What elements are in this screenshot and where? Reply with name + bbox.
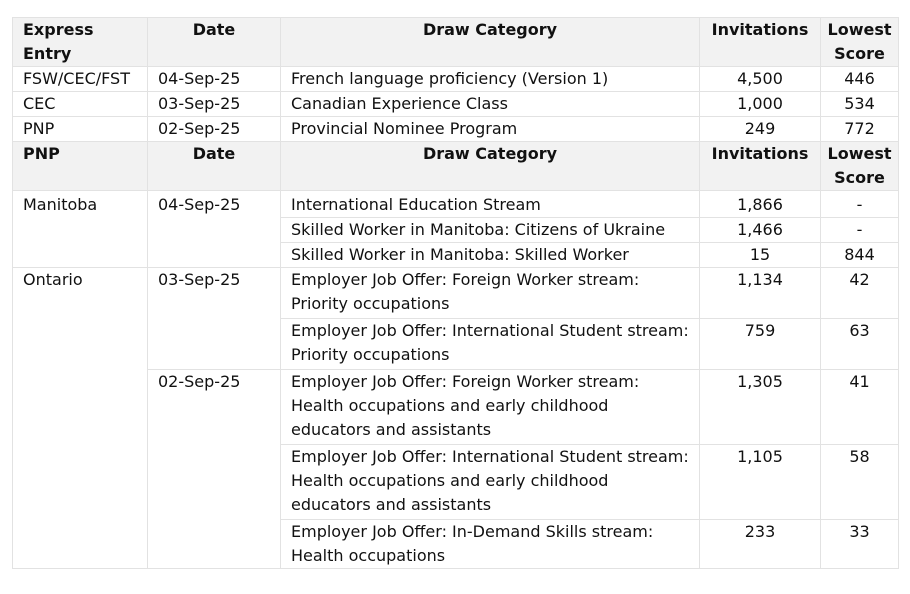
lowest-score-cell: 534	[821, 92, 899, 117]
date-cell: 02-Sep-25	[148, 370, 281, 569]
invitations-cell: 1,134	[700, 268, 821, 319]
program-cell: FSW/CEC/FST	[13, 67, 148, 92]
invitations-cell: 249	[700, 117, 821, 142]
lowest-score-cell: -	[821, 191, 899, 218]
header-pnp: PNP	[13, 142, 148, 191]
pnp-header-row	[13, 142, 899, 191]
invitations-cell: 1,466	[700, 218, 821, 243]
header-invitations: Invitations	[700, 18, 821, 67]
header-invitations: Invitations	[700, 142, 821, 191]
draws-table-container	[12, 17, 898, 569]
date-cell: 03-Sep-25	[148, 268, 281, 370]
date-cell: 03-Sep-25	[148, 92, 281, 117]
header-lowest-score: Lowest Score	[821, 18, 899, 67]
table-row	[13, 117, 899, 142]
lowest-score-cell: 58	[821, 445, 899, 520]
date-cell: 02-Sep-25	[148, 117, 281, 142]
express-entry-header-row	[13, 18, 899, 67]
invitations-cell: 4,500	[700, 67, 821, 92]
invitations-cell: 759	[700, 319, 821, 370]
header-date: Date	[148, 142, 281, 191]
date-cell: 04-Sep-25	[148, 67, 281, 92]
lowest-score-cell: 33	[821, 520, 899, 569]
header-date: Date	[148, 18, 281, 67]
category-cell: Provincial Nominee Program	[281, 117, 700, 142]
category-cell: Employer Job Offer: Foreign Worker stream: Health occupations and early childhood educators and assistants	[281, 370, 700, 445]
province-cell-ontario: Ontario	[13, 268, 148, 569]
category-cell: Skilled Worker in Manitoba: Citizens of Ukraine	[281, 218, 700, 243]
lowest-score-cell: 63	[821, 319, 899, 370]
lowest-score-cell: 446	[821, 67, 899, 92]
program-cell: PNP	[13, 117, 148, 142]
header-lowest-score: Lowest Score	[821, 142, 899, 191]
header-draw-category: Draw Category	[281, 18, 700, 67]
invitations-cell: 15	[700, 243, 821, 268]
table-row	[13, 268, 899, 319]
lowest-score-cell: 41	[821, 370, 899, 445]
program-cell: CEC	[13, 92, 148, 117]
category-cell: Employer Job Offer: International Student stream: Health occupations and early childhood educators and assistants	[281, 445, 700, 520]
draws-table	[12, 17, 899, 569]
table-row	[13, 92, 899, 117]
category-cell: Employer Job Offer: In-Demand Skills stream: Health occupations	[281, 520, 700, 569]
lowest-score-cell: 42	[821, 268, 899, 319]
category-cell: Skilled Worker in Manitoba: Skilled Worker	[281, 243, 700, 268]
header-express-entry: Express Entry	[13, 18, 148, 67]
category-cell: International Education Stream	[281, 191, 700, 218]
invitations-cell: 1,000	[700, 92, 821, 117]
invitations-cell: 233	[700, 520, 821, 569]
category-cell: French language proficiency (Version 1)	[281, 67, 700, 92]
header-draw-category: Draw Category	[281, 142, 700, 191]
invitations-cell: 1,105	[700, 445, 821, 520]
lowest-score-cell: -	[821, 218, 899, 243]
table-row	[13, 67, 899, 92]
category-cell: Employer Job Offer: Foreign Worker stream: Priority occupations	[281, 268, 700, 319]
category-cell: Employer Job Offer: International Student stream: Priority occupations	[281, 319, 700, 370]
date-cell: 04-Sep-25	[148, 191, 281, 268]
province-cell-manitoba: Manitoba	[13, 191, 148, 268]
lowest-score-cell: 772	[821, 117, 899, 142]
table-row	[13, 191, 899, 218]
lowest-score-cell: 844	[821, 243, 899, 268]
invitations-cell: 1,866	[700, 191, 821, 218]
category-cell: Canadian Experience Class	[281, 92, 700, 117]
invitations-cell: 1,305	[700, 370, 821, 445]
